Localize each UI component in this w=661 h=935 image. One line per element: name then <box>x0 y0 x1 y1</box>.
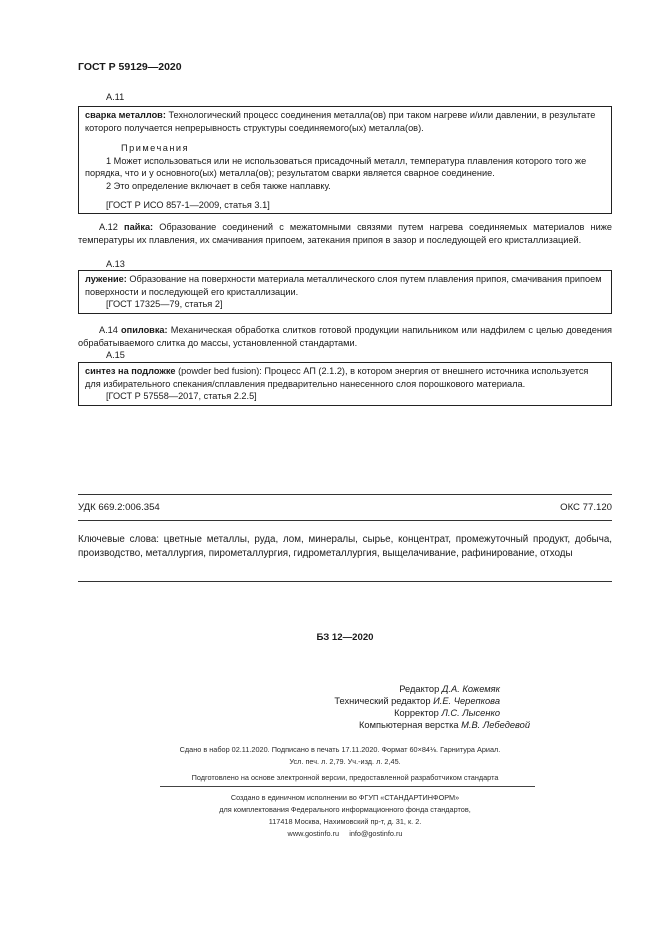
notes-heading: Примечания <box>121 143 190 154</box>
term-a15: синтез на подложке <box>85 366 176 376</box>
term-para-a14 <box>78 324 612 349</box>
term-label-a12: А.12 <box>99 222 118 232</box>
source-a15: [ГОСТ Р 57558—2017, статья 2.2.5] <box>106 391 257 402</box>
credit-layout: Компьютерная верстка М.В. Лебедевой <box>358 720 530 730</box>
keywords: Ключевые слова: цветные металлы, руда, лом, минералы, сырье, концентрат, промежуточный продукт, добыча, производство, металлургия, пирометаллургия, гидрометаллургия, выщелачивание, рафинирование, отходы <box>78 534 612 559</box>
term-label-a14: А.14 <box>99 325 118 335</box>
divider-top <box>78 494 612 495</box>
term-a13: лужение: <box>85 274 127 284</box>
term-label-a11: А.11 <box>106 92 125 102</box>
bz-number: БЗ 12—2020 <box>316 632 374 643</box>
imprint-line-3: Подготовлено на основе электронной версии, предоставленной разработчиком стандарта <box>191 773 499 782</box>
definition-a14: Механическая обработка слитков готовой продукции напильником или надфилем с целью доведения обрабатываемого слитка до массы, установленной стандартами. <box>78 325 613 348</box>
oks-code: ОКС 77.120 <box>560 502 612 513</box>
term-a14: опиловка: <box>121 325 168 335</box>
definition-a11: Технологический процесс соединения металла(ов) при таком нагреве и/или давлении, в результате которого получается непрерывность структуры соединяемого(ых) металла(ов). <box>85 110 596 133</box>
imprint-line-6: 117418 Москва, Нахимовский пр-т, д. 31, к. 2. <box>268 817 422 826</box>
divider-mid <box>78 520 612 521</box>
note-1: 1 Может использоваться или не использоваться присадочный металл, температура плавления которого того же порядка, что и у основного(ых) металла(ов); результатом сварки является сварное соединение. <box>85 155 587 179</box>
term-para-a12 <box>78 221 612 246</box>
imprint-line-4: Создано в единичном исполнении во ФГУП «СТАНДАРТИНФОРМ» <box>230 793 460 802</box>
term-a12: пайка: <box>124 222 154 232</box>
email-link[interactable]: info@gostinfo.ru <box>349 829 403 838</box>
term-label-a13: А.13 <box>106 259 125 269</box>
website-link[interactable]: www.gostinfo.ru <box>287 829 340 838</box>
term-label-a15: А.15 <box>106 350 125 360</box>
document-header: ГОСТ Р 59129—2020 <box>78 61 182 73</box>
term-a11: сварка металлов: <box>85 110 166 120</box>
source-a11: [ГОСТ Р ИСО 857-1—2009, статья 3.1] <box>106 199 270 210</box>
divider-bottom <box>78 581 612 582</box>
source-a13: [ГОСТ 17325—79, статья 2] <box>106 299 223 310</box>
imprint-line-5: для комплектования Федерального информационного фонда стандартов, <box>219 805 471 814</box>
imprint-line-1: Сдано в набор 02.11.2020. Подписано в печать 17.11.2020. Формат 60×84⅛. Гарнитура Ариал. <box>179 745 501 754</box>
note-2: 2 Это определение включает в себя также наплавку. <box>106 180 331 191</box>
term-box-a11 <box>78 106 612 214</box>
definition-a13: Образование на поверхности материала металлического слоя путем плавления припоя, смачивания припоем поверхности и последующей его кристаллизации. <box>85 274 602 297</box>
term-box-a13 <box>78 270 612 314</box>
credit-tech-editor: Технический редактор И.Е. Черепкова <box>334 696 500 706</box>
credit-proofreader: Корректор Л.С. Лысенко <box>394 708 500 718</box>
imprint-divider <box>160 786 535 787</box>
imprint-line-2: Усл. печ. л. 2,79. Уч.-изд. л. 2,45. <box>289 757 401 766</box>
imprint-contacts <box>78 828 612 839</box>
definition-a15: (powder bed fusion): Процесс АП (2.1.2), в котором энергия от внешнего источника используется для избирательного спекания/сплавления предварительно нанесенного слоя порошкового материала. <box>85 366 589 389</box>
definition-a12: Образование соединений с межатомными связями путем нагрева соединяемых материалов ниже температуры их плавления, их смачивания припоем, затекания припоя в зазор и последующей его кристаллизацией. <box>78 222 612 245</box>
credit-editor: Редактор Д.А. Кожемяк <box>399 684 500 694</box>
udk-code: УДК 669.2:006.354 <box>78 502 160 513</box>
term-box-a15 <box>78 362 612 406</box>
